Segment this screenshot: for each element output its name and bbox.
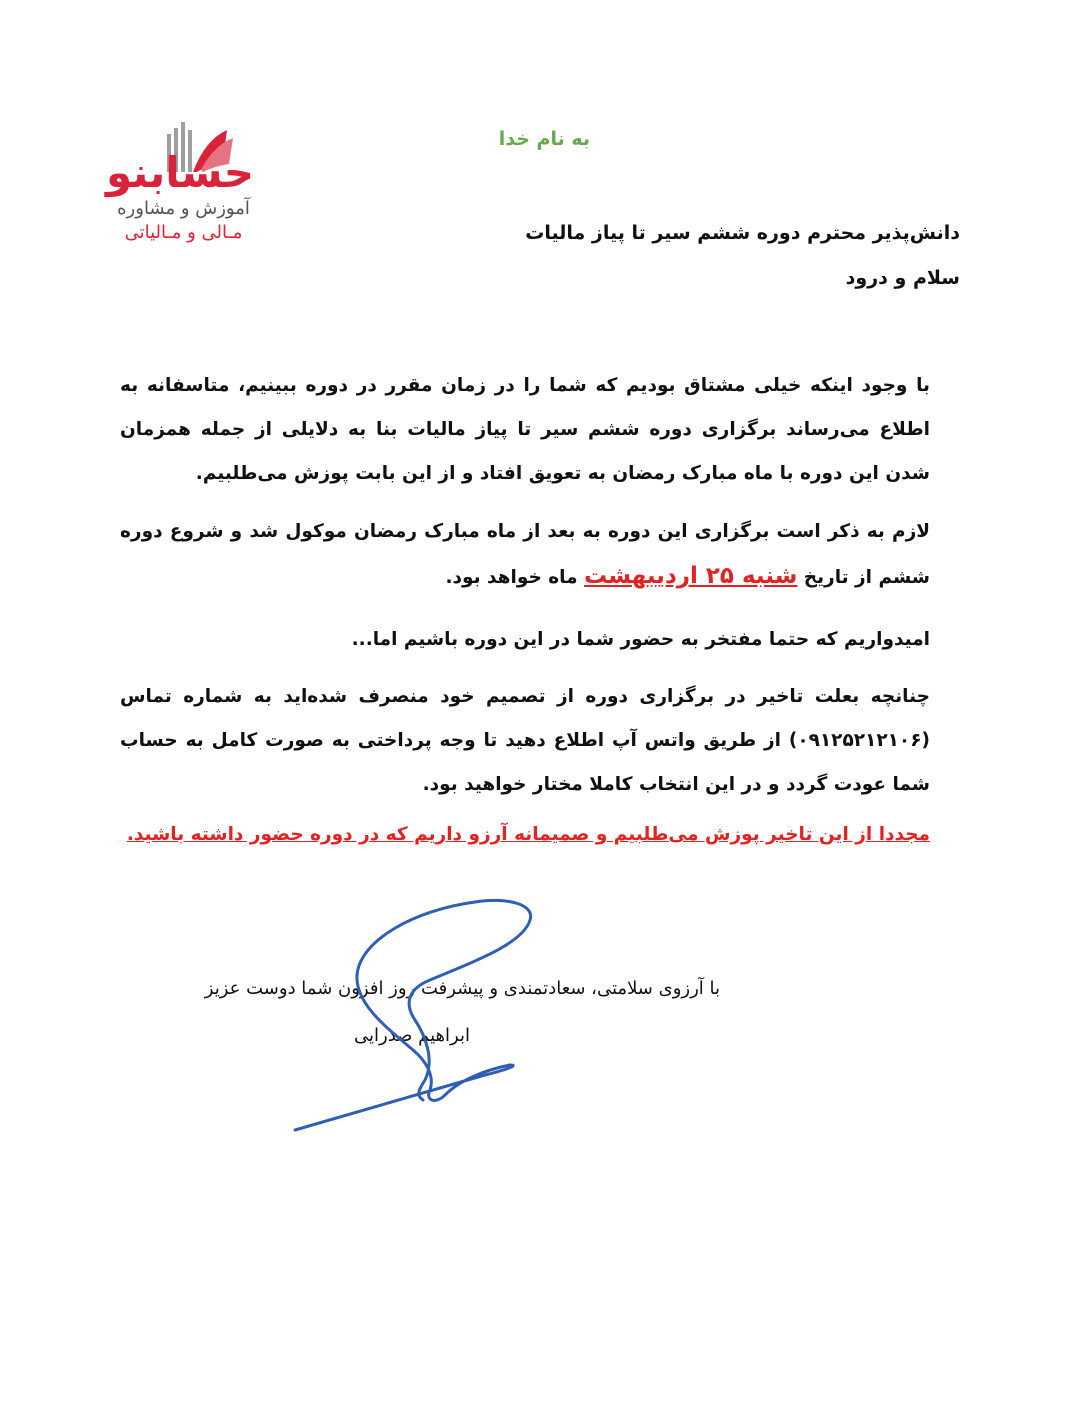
closing-apology: مجددا از این تاخیر پوزش می‌طلبیم و صمیمانه آرزو داریم که در دوره حضور داشته باشید. (126, 824, 930, 845)
logo-tagline-1: آموزش و مشاوره (117, 198, 250, 219)
logo-tagline-2: مـالی و مـالیاتی (124, 222, 243, 243)
paragraph-3: امیدواریم که حتما مفتخر به حضور شما در این دوره باشیم اما... (351, 629, 930, 650)
regards-line: با آرزوی سلامتی، سعادتمندی و پیشرفت روز افزون شما دوست عزیز (204, 978, 720, 999)
bismillah-heading: به نام خدا (498, 128, 590, 150)
paragraph-4: چنانچه بعلت تاخیر در برگزاری دوره از تصمیم خود منصرف شده‌اید به شماره تماس (۰۹۱۲۵۲۱۲۱۰۶) از طریق واتس آپ اطلاع دهید تا وجه پرداختی به صورت کامل به حساب شما عودت گردد و در این انتخاب کاملا مختار خواهید بود. (120, 686, 930, 795)
start-date-highlight: شنبه ۲۵ اردیبهشت (583, 563, 798, 589)
paragraph-2-text: لازم به ذکر است برگزاری این دوره به بعد از ماه مبارک رمضان موکول شد و شروع دوره ششم از تاریخ (120, 521, 930, 588)
handwritten-signature (285, 890, 545, 1140)
paragraph-1: با وجود اینکه خیلی مشتاق بودیم که شما را در زمان مقرر در دوره ببینیم، متاسفانه به اطلاع می‌رساند برگزاری دوره ششم سیر تا پیاز مالیات بنا به دلایلی از جمله همزمان شدن این دوره با ماه مبارک رمضان به تعویق افتاد و از این بابت پوزش می‌طلبیم. (120, 375, 930, 484)
signer-name: ابراهیم صدرایی (353, 1025, 470, 1046)
paragraph-2-tail: ماه خواهد بود. (445, 567, 584, 588)
logo-wordmark: حسابنو (105, 148, 255, 197)
recipient-greeting: دانش‌پذیر محترم دوره ششم سیر تا پیاز مالیات (525, 222, 960, 244)
salutation: سلام و درود (845, 267, 960, 289)
paragraph-2 (120, 510, 930, 600)
